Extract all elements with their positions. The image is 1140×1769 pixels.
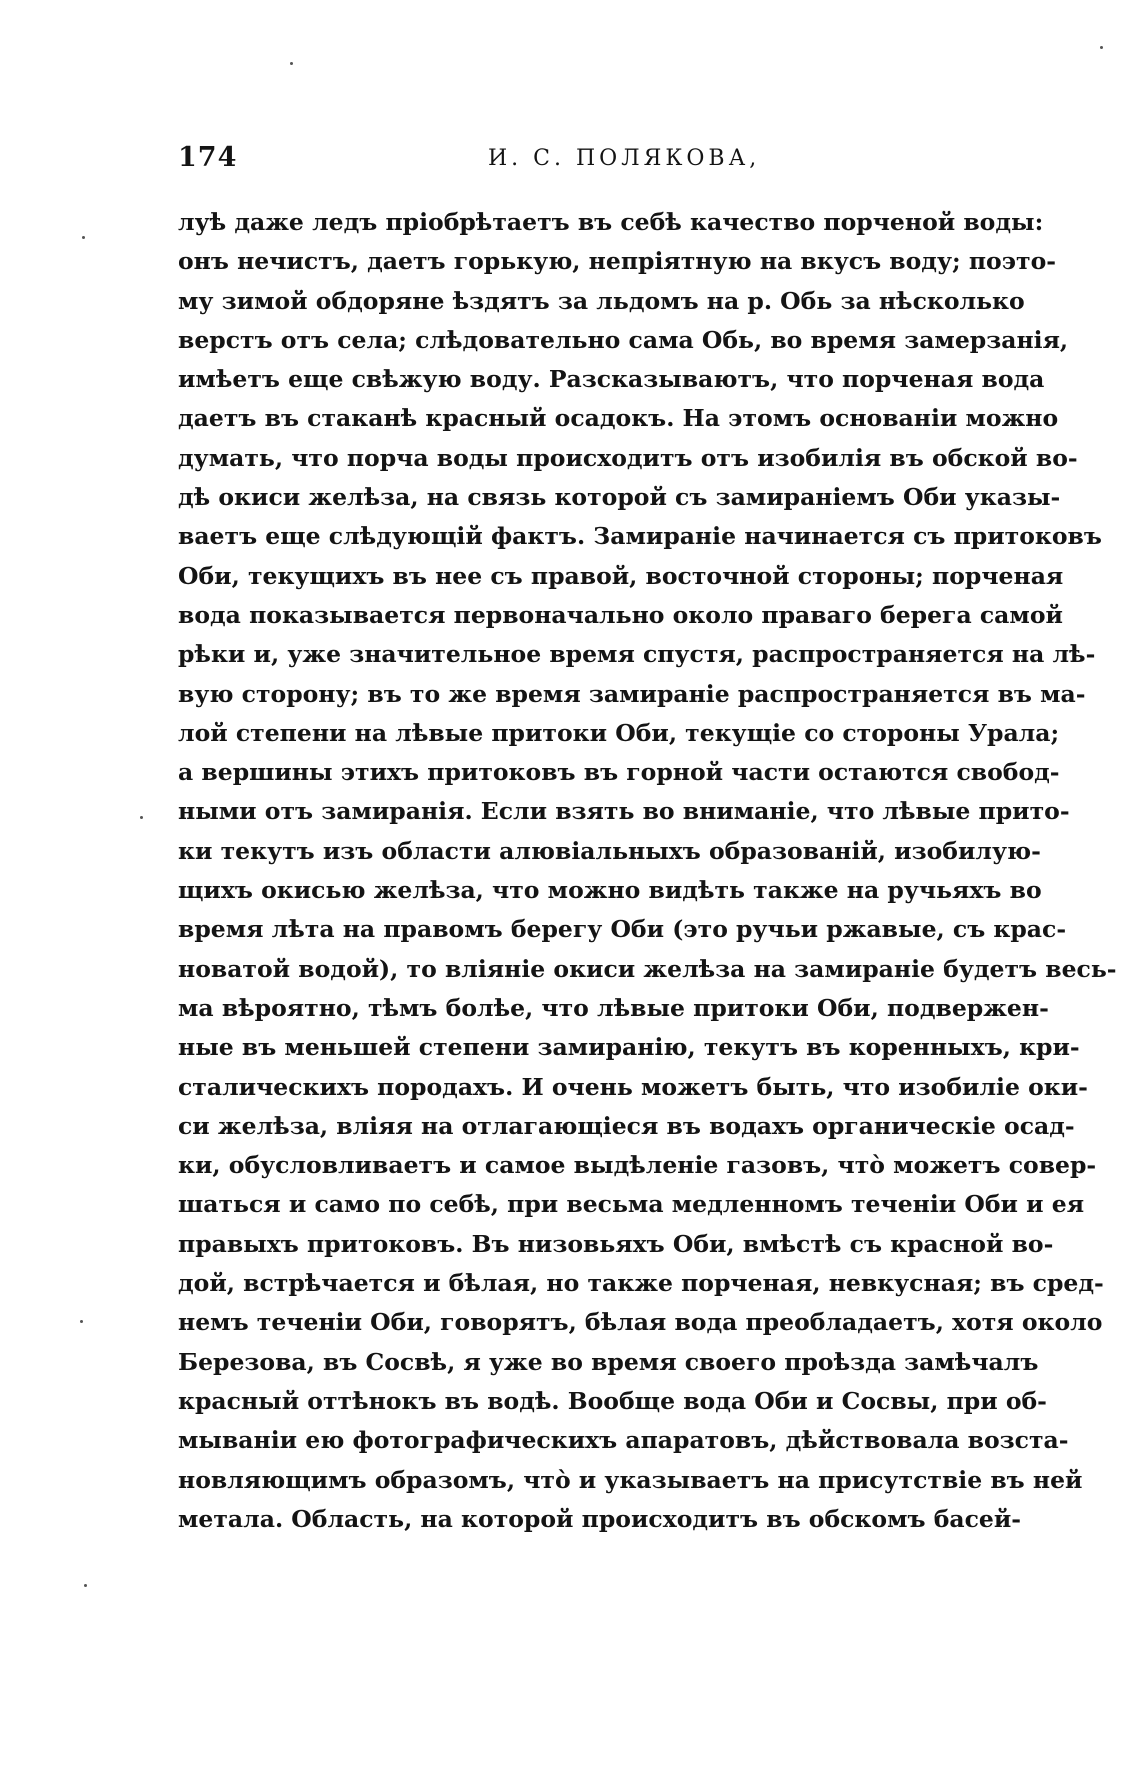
text-line: даетъ въ стаканѣ красный осадокъ. На этомъ основаніи можно: [178, 404, 1059, 433]
text-line: метала. Область, на которой происходитъ въ обскомъ басей-: [178, 1504, 1022, 1533]
text-line: ваетъ еще слѣдующій фактъ. Замираніе начинается съ притоковъ: [178, 522, 1102, 551]
text-line: дой, встрѣчается и бѣлая, но также порченая, невкусная; въ сред-: [178, 1269, 1104, 1298]
text-line: думать, что порча воды происходитъ отъ изобилія въ обской во-: [178, 443, 1078, 472]
text-line: луѣ даже ледъ пріобрѣтаетъ въ себѣ качество порченой воды:: [178, 208, 1044, 236]
text-line: сталическихъ породахъ. И очень можетъ быть, что изобиліе оки-: [178, 1072, 1088, 1101]
text-line: му зимой обдоряне ѣздятъ за льдомъ на р. Обь за нѣсколько: [178, 286, 1025, 315]
text-line: щихъ окисью желѣза, что можно видѣть также на ручьяхъ во: [178, 876, 1042, 905]
text-line: мываніи ею фотографическихъ апаратовъ, дѣйствовала возста-: [178, 1426, 1069, 1455]
running-head: И. С. ПОЛЯКОВА,: [488, 146, 761, 171]
page-header: [178, 142, 1008, 182]
text-line: ма вѣроятно, тѣмъ болѣе, что лѣвые притоки Оби, подвержен-: [178, 993, 1049, 1022]
text-line: красный оттѣнокъ въ водѣ. Вообще вода Оби и Сосвы, при об-: [178, 1386, 1047, 1415]
text-line: верстъ отъ села; слѣдовательно сама Обь, во время замерзанія,: [178, 325, 1069, 354]
text-line: ные въ меньшей степени замиранію, текутъ въ коренныхъ, кри-: [178, 1033, 1080, 1062]
scan-speck: [140, 816, 143, 819]
text-line: ки текутъ изъ области алювіальныхъ образованій, изобилую-: [178, 836, 1041, 865]
text-line: вода показывается первоначально около праваго берега самой: [178, 600, 1063, 629]
text-line: ными отъ замиранія. Если взять во вниманіе, что лѣвые прито-: [178, 797, 1070, 826]
text-line: Березова, въ Сосвѣ, я уже во время своего проѣзда замѣчалъ: [178, 1347, 1039, 1376]
text-line: новляющимъ образомъ, что̀ и указываетъ на присутствіе въ ней: [178, 1465, 1083, 1494]
scan-speck: [1100, 46, 1103, 49]
text-line: си желѣза, вліяя на отлагающіеся въ водахъ органическіе осад-: [178, 1111, 1075, 1140]
text-line: ки, обусловливаетъ и самое выдѣленіе газовъ, что̀ можетъ совер-: [178, 1151, 1097, 1180]
text-line: вую сторону; въ то же время замираніе распространяется въ ма-: [178, 679, 1086, 708]
text-line: дѣ окиси желѣза, на связь которой съ замираніемъ Оби указы-: [178, 483, 1061, 512]
text-line: новатой водой), то вліяніе окиси желѣза на замираніе будетъ весь-: [178, 954, 1117, 983]
text-line: лой степени на лѣвые притоки Оби, текущіе со стороны Урала;: [178, 718, 1060, 747]
scan-speck: [84, 1584, 87, 1587]
text-line: Оби, текущихъ въ нее съ правой, восточной стороны; порченая: [178, 561, 1064, 590]
scan-speck: [80, 1320, 83, 1323]
text-line: немъ теченіи Оби, говорятъ, бѣлая вода преобладаетъ, хотя около: [178, 1308, 1103, 1337]
body-text: [178, 203, 1117, 1539]
text-line: рѣки и, уже значительное время спустя, распространяется на лѣ-: [178, 640, 1096, 669]
text-line: онъ нечистъ, даетъ горькую, непріятную на вкусъ воду; поэто-: [178, 247, 1057, 276]
scan-speck: [82, 236, 85, 239]
text-line: имѣетъ еще свѣжую воду. Разсказываютъ, что порченая вода: [178, 365, 1045, 394]
text-line: время лѣта на правомъ берегу Оби (это ручьи ржавые, съ крас-: [178, 915, 1067, 944]
scan-speck: [290, 62, 293, 65]
text-line: правыхъ притоковъ. Въ низовьяхъ Оби, вмѣстѣ съ красной во-: [178, 1229, 1054, 1258]
text-line: а вершины этихъ притоковъ въ горной части остаются свобод-: [178, 758, 1060, 787]
page-number: 174: [178, 142, 238, 173]
text-line: шаться и само по себѣ, при весьма медленномъ теченіи Оби и ея: [178, 1190, 1085, 1219]
